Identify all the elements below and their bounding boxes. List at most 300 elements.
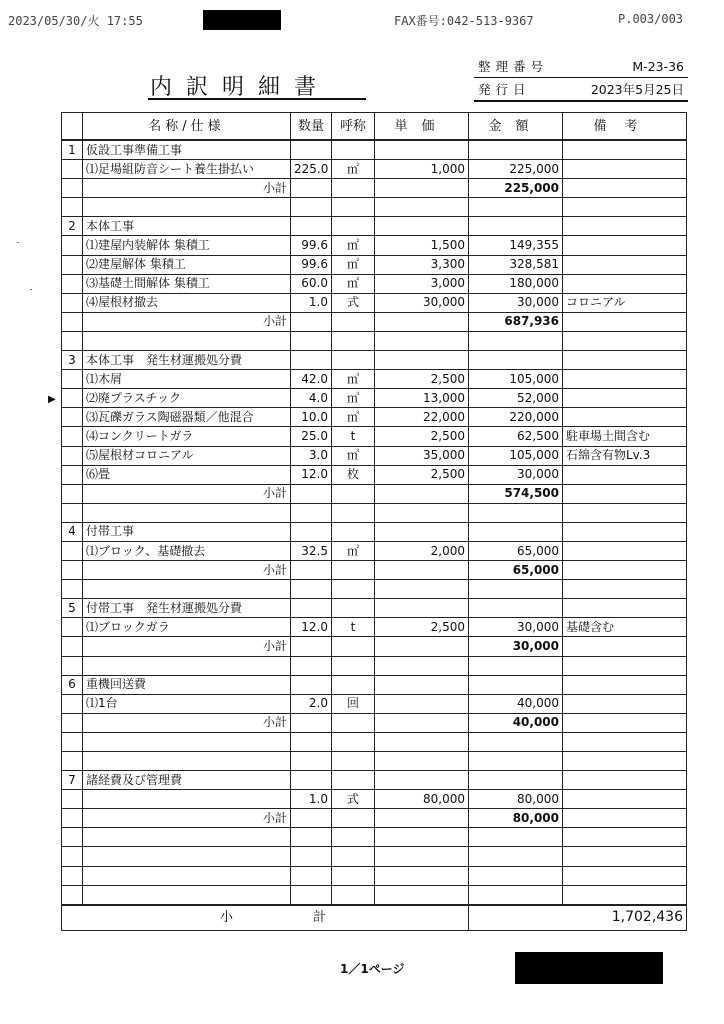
amount-cell (469, 217, 563, 236)
scan-speck (30, 289, 32, 290)
table-row (62, 427, 687, 446)
unit-price-cell (375, 522, 469, 541)
row-no-cell (62, 446, 83, 465)
row-no-cell (62, 694, 83, 713)
item-name-cell: 本体工事 (83, 217, 291, 236)
table-row (62, 618, 687, 637)
quantity-cell (291, 885, 332, 905)
unit-cell (332, 713, 375, 732)
note-cell (563, 580, 687, 599)
unit-cell: ㎡ (332, 160, 375, 179)
table-row (62, 675, 687, 694)
row-no-cell (62, 828, 83, 847)
row-no-cell (62, 866, 83, 885)
quantity-cell: 4.0 (291, 389, 332, 408)
unit-price-cell (375, 331, 469, 350)
item-name-cell: ⑹畳 (83, 465, 291, 484)
note-cell (563, 484, 687, 503)
item-name-cell (83, 790, 291, 809)
item-name-cell: 小計 (83, 561, 291, 580)
amount-cell (469, 847, 563, 866)
unit-cell (332, 331, 375, 350)
item-name-cell (83, 752, 291, 771)
amount-cell: 40,000 (469, 694, 563, 713)
quantity-cell (291, 771, 332, 790)
header-unit: 呼称 (332, 113, 375, 141)
quantity-cell: 99.6 (291, 236, 332, 255)
item-name-cell (83, 732, 291, 751)
header-price: 単価 (375, 113, 469, 141)
note-cell (563, 866, 687, 885)
amount-cell: 65,000 (469, 541, 563, 560)
unit-cell (332, 656, 375, 675)
item-name-cell: 小計 (83, 809, 291, 828)
note-cell (563, 255, 687, 274)
table-row (62, 255, 687, 274)
detail-table (61, 112, 687, 931)
row-no-cell: 7 (62, 771, 83, 790)
item-name-cell (83, 885, 291, 905)
amount-cell: 30,000 (469, 465, 563, 484)
note-cell (563, 752, 687, 771)
unit-cell (332, 312, 375, 331)
table-row (62, 389, 687, 408)
row-no-cell (62, 312, 83, 331)
unit-price-cell: 1,500 (375, 236, 469, 255)
row-no-cell (62, 370, 83, 389)
item-name-cell (83, 580, 291, 599)
unit-price-cell: 2,500 (375, 370, 469, 389)
row-no-cell (62, 752, 83, 771)
note-cell (563, 217, 687, 236)
header-note: 備考 (563, 113, 687, 141)
unit-cell (332, 179, 375, 198)
row-no-cell (62, 331, 83, 350)
unit-price-cell (375, 885, 469, 905)
row-no-cell (62, 255, 83, 274)
unit-cell (332, 637, 375, 656)
amount-cell: 80,000 (469, 790, 563, 809)
note-cell (563, 561, 687, 580)
quantity-cell: 60.0 (291, 274, 332, 293)
redacted-box-top (203, 10, 281, 30)
fax-number: FAX番号:042-513-9367 (394, 14, 534, 28)
header-amount: 金額 (469, 113, 563, 141)
row-no-cell: 6 (62, 675, 83, 694)
quantity-cell (291, 637, 332, 656)
subtotal-row (62, 809, 687, 828)
scan-speck (17, 242, 19, 243)
note-cell (563, 809, 687, 828)
item-name-cell: 付帯工事 発生材運搬処分費 (83, 599, 291, 618)
unit-cell: t (332, 618, 375, 637)
note-cell (563, 694, 687, 713)
quantity-cell (291, 713, 332, 732)
unit-cell (332, 732, 375, 751)
amount-cell (469, 351, 563, 370)
note-cell (563, 179, 687, 198)
unit-price-cell (375, 140, 469, 160)
unit-price-cell (375, 561, 469, 580)
amount-cell: 30,000 (469, 637, 563, 656)
item-name-cell: ⑶基礎土間解体 集積工 (83, 274, 291, 293)
unit-cell (332, 522, 375, 541)
unit-cell (332, 561, 375, 580)
note-cell (563, 656, 687, 675)
redacted-box-bottom (515, 952, 663, 984)
amount-cell (469, 331, 563, 350)
item-name-cell: 小計 (83, 637, 291, 656)
table-row (62, 331, 687, 350)
unit-cell (332, 599, 375, 618)
quantity-cell (291, 866, 332, 885)
table-row (62, 160, 687, 179)
quantity-cell (291, 675, 332, 694)
quantity-cell (291, 732, 332, 751)
amount-cell (469, 732, 563, 751)
subtotal-row (62, 484, 687, 503)
item-name-cell: ⑸屋根材コロニアル (83, 446, 291, 465)
amount-cell: 105,000 (469, 446, 563, 465)
unit-cell (332, 866, 375, 885)
row-no-cell (62, 408, 83, 427)
item-name-cell (83, 847, 291, 866)
amount-cell (469, 656, 563, 675)
unit-cell: 枚 (332, 465, 375, 484)
row-no-cell (62, 484, 83, 503)
unit-price-cell (375, 713, 469, 732)
row-no-cell: 2 (62, 217, 83, 236)
unit-price-cell (375, 828, 469, 847)
quantity-cell (291, 312, 332, 331)
row-no-cell (62, 580, 83, 599)
row-no-cell (62, 809, 83, 828)
quantity-cell: 3.0 (291, 446, 332, 465)
quantity-cell: 99.6 (291, 255, 332, 274)
table-row (62, 599, 687, 618)
total-label-b: 計 (313, 910, 327, 926)
table-row (62, 351, 687, 370)
table-row (62, 293, 687, 312)
title-underline (148, 98, 366, 100)
item-name-cell: ⑶瓦礫ガラス陶磁器類／他混合 (83, 408, 291, 427)
quantity-cell: 225.0 (291, 160, 332, 179)
amount-cell (469, 675, 563, 694)
unit-price-cell (375, 637, 469, 656)
row-no-cell: 4 (62, 522, 83, 541)
subtotal-row (62, 312, 687, 331)
grand-total-amount: 1,702,436 (469, 905, 687, 931)
row-no-cell (62, 198, 83, 217)
amount-cell (469, 866, 563, 885)
unit-price-cell (375, 675, 469, 694)
table-row (62, 752, 687, 771)
quantity-cell: 32.5 (291, 541, 332, 560)
unit-price-cell (375, 656, 469, 675)
header-no-cell (62, 113, 83, 141)
note-cell (563, 236, 687, 255)
note-cell (563, 732, 687, 751)
amount-cell: 180,000 (469, 274, 563, 293)
reference-block (474, 55, 688, 102)
amount-cell: 220,000 (469, 408, 563, 427)
amount-cell: 687,936 (469, 312, 563, 331)
unit-cell (332, 828, 375, 847)
amount-cell: 30,000 (469, 618, 563, 637)
table-row (62, 217, 687, 236)
quantity-cell (291, 561, 332, 580)
unit-price-cell (375, 217, 469, 236)
fax-page: P.003/003 (618, 12, 684, 26)
amount-cell (469, 140, 563, 160)
amount-cell: 80,000 (469, 809, 563, 828)
quantity-cell: 42.0 (291, 370, 332, 389)
row-no-cell (62, 274, 83, 293)
unit-price-cell: 2,500 (375, 465, 469, 484)
item-name-cell: 小計 (83, 713, 291, 732)
ref-hakko-label: 発行日 (474, 78, 567, 102)
quantity-cell (291, 522, 332, 541)
item-name-cell: ⑴足場組防音シート養生掛払い (83, 160, 291, 179)
unit-cell (332, 580, 375, 599)
unit-price-cell (375, 580, 469, 599)
ref-seiri-label: 整理番号 (474, 55, 567, 78)
ref-hakko-value: 2023年5月25日 (567, 78, 688, 102)
table-row (62, 828, 687, 847)
amount-cell (469, 771, 563, 790)
note-cell (563, 408, 687, 427)
quantity-cell (291, 217, 332, 236)
unit-cell: 式 (332, 293, 375, 312)
quantity-cell (291, 580, 332, 599)
item-name-cell: ⑵廃プラスチック (83, 389, 291, 408)
amount-cell (469, 503, 563, 522)
item-name-cell: ⑴建屋内装解体 集積工 (83, 236, 291, 255)
unit-cell: ㎡ (332, 274, 375, 293)
item-name-cell (83, 866, 291, 885)
quantity-cell (291, 179, 332, 198)
unit-cell: ㎡ (332, 541, 375, 560)
unit-cell: 回 (332, 694, 375, 713)
note-cell: 基礎含む (563, 618, 687, 637)
table-row (62, 236, 687, 255)
note-cell (563, 847, 687, 866)
unit-cell: ㎥ (332, 370, 375, 389)
header-qty: 数量 (291, 113, 332, 141)
amount-cell (469, 198, 563, 217)
unit-cell (332, 140, 375, 160)
amount-cell (469, 828, 563, 847)
unit-price-cell: 30,000 (375, 293, 469, 312)
table-row (62, 580, 687, 599)
unit-price-cell: 3,000 (375, 274, 469, 293)
note-cell: 駐車場土間含む (563, 427, 687, 446)
unit-price-cell (375, 484, 469, 503)
item-name-cell: 仮設工事準備工事 (83, 140, 291, 160)
unit-price-cell (375, 866, 469, 885)
unit-price-cell (375, 771, 469, 790)
row-no-cell (62, 637, 83, 656)
row-no-cell (62, 427, 83, 446)
table-row (62, 140, 687, 160)
table-row (62, 541, 687, 560)
amount-cell: 62,500 (469, 427, 563, 446)
item-name-cell: ⑷屋根材撤去 (83, 293, 291, 312)
amount-cell (469, 522, 563, 541)
amount-cell: 225,000 (469, 179, 563, 198)
unit-price-cell: 35,000 (375, 446, 469, 465)
unit-price-cell: 80,000 (375, 790, 469, 809)
row-no-cell (62, 541, 83, 560)
note-cell (563, 522, 687, 541)
margin-arrow-icon: ▶ (48, 394, 56, 405)
quantity-cell: 1.0 (291, 293, 332, 312)
unit-cell: ㎥ (332, 408, 375, 427)
unit-price-cell (375, 503, 469, 522)
table-row (62, 503, 687, 522)
table-row (62, 694, 687, 713)
item-name-cell (83, 656, 291, 675)
note-cell (563, 503, 687, 522)
note-cell (563, 389, 687, 408)
note-cell (563, 885, 687, 905)
item-name-cell: 小計 (83, 312, 291, 331)
amount-cell: 225,000 (469, 160, 563, 179)
amount-cell: 149,355 (469, 236, 563, 255)
table-row (62, 732, 687, 751)
subtotal-row (62, 637, 687, 656)
unit-price-cell (375, 694, 469, 713)
item-name-cell: 付帯工事 (83, 522, 291, 541)
header-name: 名称/仕様 (83, 113, 291, 141)
note-cell (563, 790, 687, 809)
page-title: 内訳明細書 (150, 75, 331, 100)
quantity-cell (291, 198, 332, 217)
note-cell (563, 541, 687, 560)
note-cell (563, 599, 687, 618)
quantity-cell (291, 752, 332, 771)
amount-cell (469, 752, 563, 771)
row-no-cell (62, 656, 83, 675)
row-no-cell (62, 847, 83, 866)
grand-total-row (62, 905, 687, 931)
unit-cell: 式 (332, 790, 375, 809)
unit-price-cell (375, 732, 469, 751)
quantity-cell (291, 847, 332, 866)
unit-price-cell (375, 351, 469, 370)
note-cell (563, 140, 687, 160)
quantity-cell (291, 828, 332, 847)
note-cell (563, 771, 687, 790)
unit-cell (332, 771, 375, 790)
table-row (62, 198, 687, 217)
table-row (62, 771, 687, 790)
unit-price-cell (375, 312, 469, 331)
amount-cell (469, 580, 563, 599)
row-no-cell (62, 465, 83, 484)
note-cell (563, 637, 687, 656)
amount-cell: 65,000 (469, 561, 563, 580)
item-name-cell: 重機回送費 (83, 675, 291, 694)
quantity-cell: 25.0 (291, 427, 332, 446)
table-row (62, 656, 687, 675)
table-row (62, 370, 687, 389)
row-no-cell (62, 790, 83, 809)
unit-cell: t (332, 427, 375, 446)
note-cell (563, 675, 687, 694)
subtotal-row (62, 561, 687, 580)
row-no-cell (62, 561, 83, 580)
quantity-cell (291, 331, 332, 350)
subtotal-row (62, 713, 687, 732)
unit-price-cell (375, 809, 469, 828)
amount-cell: 574,500 (469, 484, 563, 503)
row-no-cell (62, 389, 83, 408)
item-name-cell: 小計 (83, 179, 291, 198)
quantity-cell (291, 809, 332, 828)
note-cell (563, 828, 687, 847)
item-name-cell (83, 503, 291, 522)
unit-cell (332, 675, 375, 694)
row-no-cell (62, 236, 83, 255)
unit-cell (332, 351, 375, 370)
quantity-cell (291, 351, 332, 370)
quantity-cell: 12.0 (291, 618, 332, 637)
unit-cell (332, 752, 375, 771)
unit-cell (332, 198, 375, 217)
unit-price-cell: 3,300 (375, 255, 469, 274)
quantity-cell: 10.0 (291, 408, 332, 427)
table-header-row (62, 113, 687, 141)
unit-cell (332, 484, 375, 503)
unit-cell (332, 503, 375, 522)
unit-cell: ㎥ (332, 389, 375, 408)
amount-cell: 52,000 (469, 389, 563, 408)
unit-cell: ㎡ (332, 255, 375, 274)
unit-cell (332, 847, 375, 866)
quantity-cell (291, 599, 332, 618)
note-cell (563, 370, 687, 389)
unit-price-cell: 1,000 (375, 160, 469, 179)
note-cell (563, 331, 687, 350)
note-cell (563, 274, 687, 293)
table-row (62, 274, 687, 293)
item-name-cell: ⑴木屑 (83, 370, 291, 389)
amount-cell: 40,000 (469, 713, 563, 732)
table-row (62, 847, 687, 866)
item-name-cell: ⑵建屋解体 集積工 (83, 255, 291, 274)
quantity-cell (291, 484, 332, 503)
row-no-cell (62, 885, 83, 905)
quantity-cell: 2.0 (291, 694, 332, 713)
amount-cell: 328,581 (469, 255, 563, 274)
fax-datetime: 2023/05/30/火 17:55 (8, 14, 143, 28)
row-no-cell (62, 713, 83, 732)
amount-cell (469, 599, 563, 618)
unit-cell: ㎥ (332, 446, 375, 465)
amount-cell (469, 885, 563, 905)
table-row (62, 465, 687, 484)
item-name-cell (83, 198, 291, 217)
table-row (62, 885, 687, 905)
row-no-cell: 5 (62, 599, 83, 618)
row-no-cell (62, 618, 83, 637)
unit-price-cell (375, 752, 469, 771)
item-name-cell: ⑷コンクリートガラ (83, 427, 291, 446)
quantity-cell (291, 503, 332, 522)
note-cell (563, 465, 687, 484)
note-cell (563, 312, 687, 331)
